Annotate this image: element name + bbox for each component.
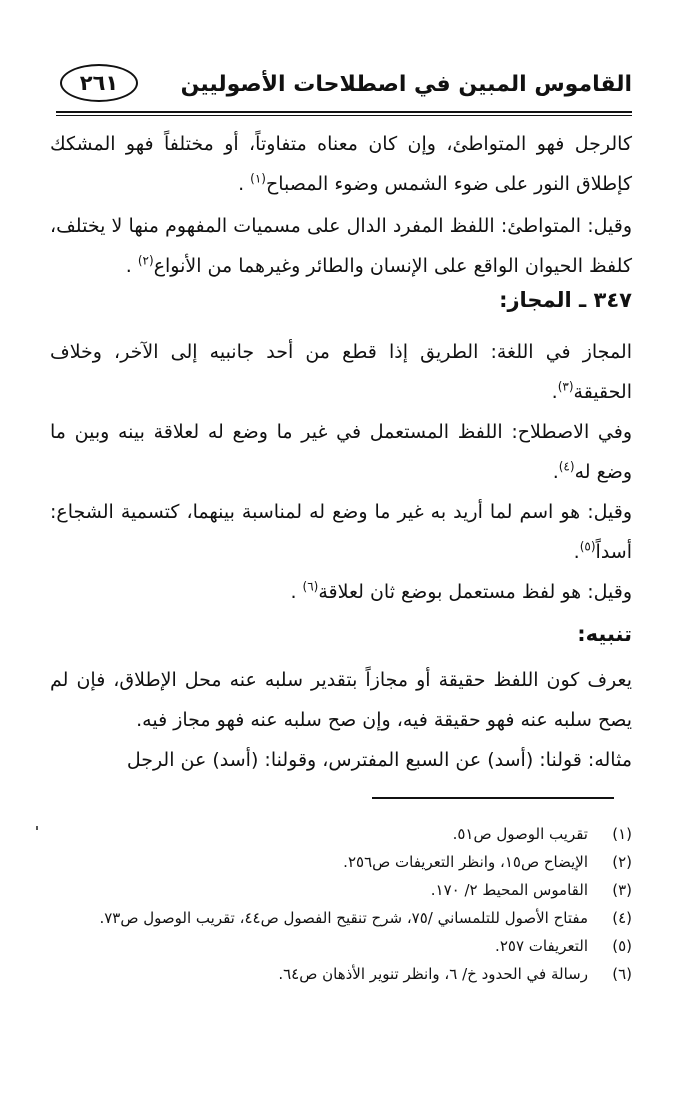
section-heading-majaz: ٣٤٧ ـ المجاز: (499, 288, 632, 312)
paragraph-8: مثاله: قولنا: (أسد) عن السبع المفترس، وقولنا: (أسد) عن الرجل (126, 749, 632, 771)
paragraph-1-end: . (238, 173, 251, 195)
footnote-number: (٦) (612, 965, 632, 983)
footnote-text: التعريفات ٢٥٧. (495, 937, 588, 955)
paragraph-3 (50, 332, 632, 412)
footnote-number: (٢) (612, 853, 632, 871)
footnote-ref-4: (٤) (558, 459, 575, 474)
paragraph-6 (50, 572, 632, 612)
footnote-text: القاموس المحيط ٢/ ١٧٠. (430, 881, 588, 899)
paragraph-3-text: المجاز في اللغة: الطريق إذا قطع من أحد جانبيه إلى الآخر، وخلاف الحقيقة (50, 341, 632, 403)
paragraph-1 (50, 124, 632, 204)
footnote-number: (٤) (612, 909, 632, 927)
section-heading-tanbih: تنبيه: (577, 622, 632, 646)
paragraph-5-text: وقيل: هو اسم لما أريد به غير ما وضع له لمناسبة بينهما، كتسمية الشجاع: أسداً (50, 501, 632, 563)
page-header (56, 58, 632, 114)
footnote-text: الإيضاح ص١٥، وانظر التعريفات ص٢٥٦. (343, 853, 588, 871)
footnote-ref-2: (٢) (137, 253, 154, 268)
scan-speck (36, 826, 38, 830)
paragraph-3-end: . (551, 381, 558, 403)
paragraph-2-end: . (125, 255, 138, 277)
paragraph-4-end: . (552, 461, 559, 483)
footnotes-list (50, 820, 632, 988)
footnote-text: مفتاح الأصول للتلمساني /٧٥، شرح تنقيح الفصول ص٤٤، تقريب الوصول ص٧٣. (99, 909, 588, 927)
footnote-item (50, 932, 632, 960)
footnote-item (50, 876, 632, 904)
paragraph-6-end: . (290, 581, 303, 603)
paragraph-7: يعرف كون اللفظ حقيقة أو مجازاً بتقدير سلبه عنه محل الإطلاق، فإن لم يصح سلبه عنه فهو حقيقة فيه، وإن صح سلبه عنه فهو مجاز فيه. (50, 669, 632, 731)
footnote-ref-1: (١) (250, 171, 266, 186)
footnote-number: (٥) (612, 937, 632, 955)
footnote-ref-3: (٣) (557, 379, 574, 394)
paragraph-1-text: كالرجل فهو المتواطئ، وإن كان معناه متفاوتاً، أو مختلفاً فهو المشكك كإطلاق النور على ضوء الشمس وضوء المصباح (50, 133, 632, 195)
footnote-ref-5: (٥) (579, 539, 596, 554)
page-number-badge: ٢٦١ (60, 64, 138, 102)
paragraph-5-end: . (573, 541, 580, 563)
paragraph-2-text: وقيل: المتواطئ: اللفظ المفرد الدال على مسميات المفهوم منها لا يختلف، كلفظ الحيوان الواقع على الإنسان والطائر وغيرهما من الأنواع (50, 215, 632, 277)
header-rule (56, 111, 632, 116)
footnote-item (50, 848, 632, 876)
footnote-number: (١) (612, 825, 632, 843)
paragraph-2 (50, 206, 632, 286)
footnote-separator (372, 797, 614, 799)
footnote-text: تقريب الوصول ص٥١. (452, 825, 588, 843)
paragraph-5 (50, 492, 632, 572)
running-title: القاموس المبين في اصطلاحات الأصوليين (180, 72, 632, 97)
paragraph-4 (50, 412, 632, 492)
footnote-number: (٣) (612, 881, 632, 899)
footnote-item (50, 820, 632, 848)
footnote-ref-6: (٦) (302, 579, 319, 594)
footnote-item (50, 960, 632, 988)
paragraph-6-text: وقيل: هو لفظ مستعمل بوضع ثان لعلاقة (318, 581, 632, 603)
footnote-text: رسالة في الحدود خ/ ٦، وانظر تنوير الأذهان ص٦٤. (278, 965, 588, 983)
footnote-item (50, 904, 632, 932)
paragraph-4-text: وفي الاصطلاح: اللفظ المستعمل في غير ما وضع له لعلاقة بينه وبين ما وضع له (50, 421, 632, 483)
